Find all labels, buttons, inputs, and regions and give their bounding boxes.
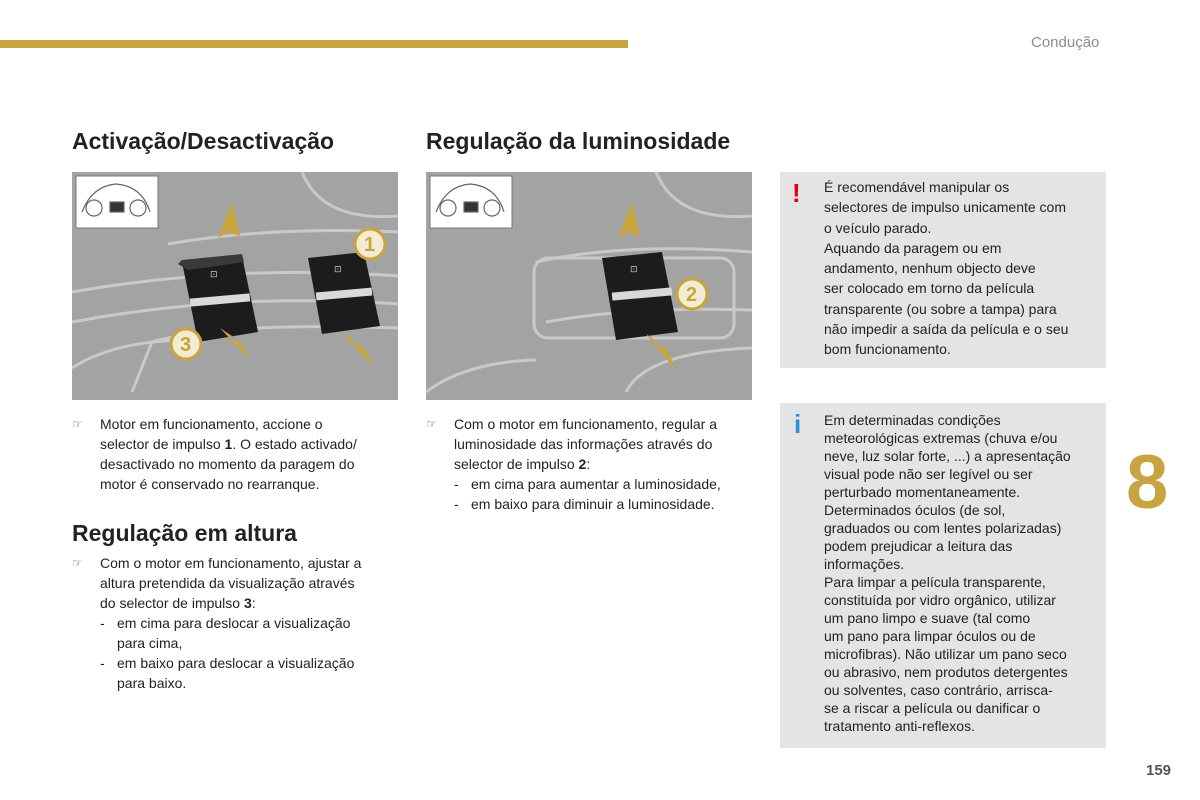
svg-text:⊡: ⊡ <box>210 270 218 280</box>
svg-text:⊡: ⊡ <box>334 265 342 275</box>
info-text: Em determinadas condições meteorológicas extremas (chuva e/ou neve, luz solar forte, ...) a apresentação visual pode não ser legível ou ser perturbado momentaneamente. Determinados óculos (de sol, graduados ou com lentes polarizadas) podem prejudicar a leitura das informações. Para limpar a película transparente, constituída por vidro orgânico, utilizar um pano limpo e suave (tal como um pano para limpar óculos ou de microfibras). Não utilizar um pano seco ou abrasivo, nem produtos detergentes ou solventes, caso contrário, arrisca- se a riscar a película ou danificar o tratamento anti-reflexos. <box>824 412 1071 734</box>
warning-text: É recomendável manipular os selectores de impulso unicamente com o veículo parado. Aquando da paragem ou em andamento, nenhum objecto deve ser colocado em torno da película transparente (ou sobre a tampa) para não impedir a saída da película e o seu bom funcionamento. <box>824 179 1069 358</box>
svg-text:⊡: ⊡ <box>630 265 638 275</box>
height-instructions: ☞ Com o motor em funcionamento, ajustar a altura pretendida da visualização através do selector de impulso 3: - em cima para deslocar a visualização para cima, - em baixo para deslocar a visualização para baixo. <box>72 555 362 691</box>
bullet-pointer-icon: ☞ <box>426 417 437 431</box>
warning-exclamation-icon: ! <box>792 178 801 208</box>
activation-instructions: ☞ Motor em funcionamento, accione o selector de impulso 1. O estado activado/ desactivado no momento da paragem do motor é conservado no rearranque. <box>72 416 357 492</box>
info-icon: i <box>794 409 802 439</box>
info-box <box>780 403 1106 748</box>
heading-brightness: Regulação da luminosidade <box>426 128 731 154</box>
page-number: 159 <box>1146 762 1172 779</box>
illustration-activation <box>72 172 398 400</box>
brightness-instructions: ☞ Com o motor em funcionamento, regular a luminosidade das informações através do selector de impulso 2: - em cima para aumentar a luminosidade, - em baixo para diminuir a luminosidade. <box>426 416 721 512</box>
callout-3: 3 <box>180 334 192 356</box>
illustration-brightness <box>426 172 752 400</box>
warning-box <box>780 172 1106 368</box>
section-title: Condução <box>1031 34 1100 51</box>
callout-1: 1 <box>364 234 376 256</box>
callout-2: 2 <box>686 284 698 306</box>
heading-height: Regulação em altura <box>72 520 297 546</box>
header-accent-bar <box>0 40 628 48</box>
chapter-number: 8 <box>1126 440 1169 525</box>
bullet-pointer-icon: ☞ <box>72 417 83 431</box>
heading-activation: Activação/Desactivação <box>72 128 335 154</box>
bullet-pointer-icon: ☞ <box>72 556 83 570</box>
